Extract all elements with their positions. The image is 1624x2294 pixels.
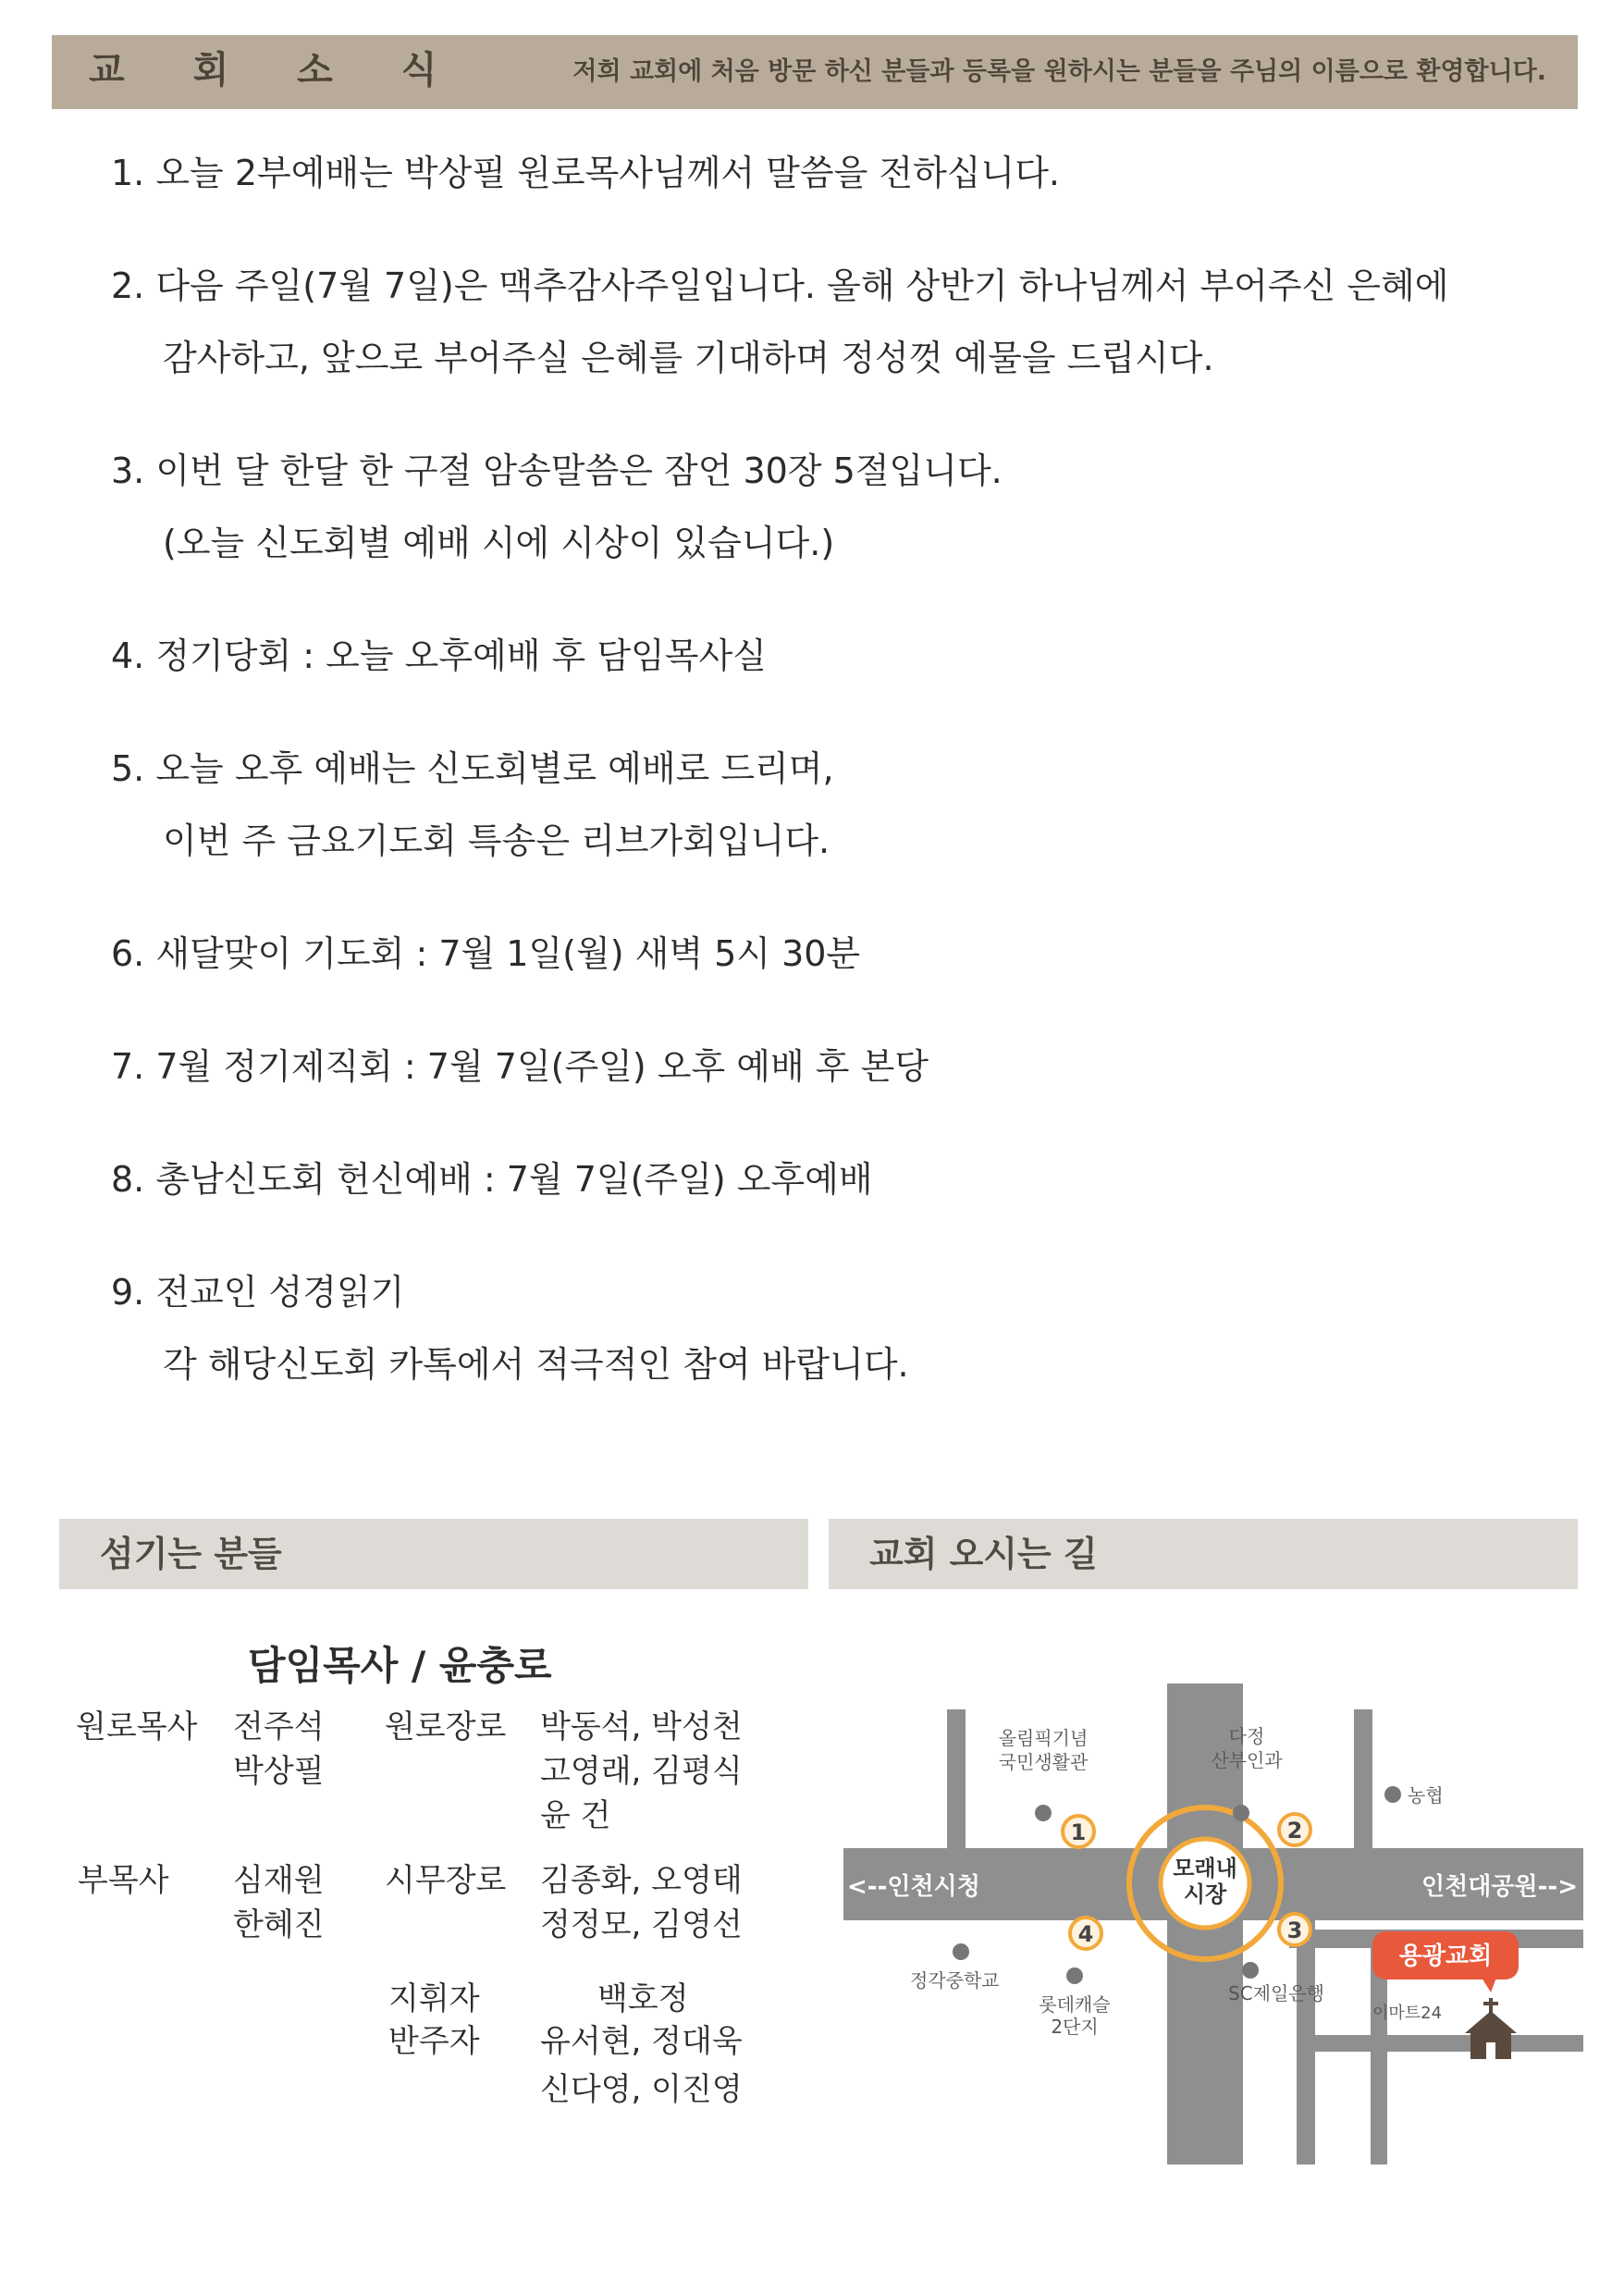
landmark-label: 다정 (1228, 1725, 1265, 1747)
exit-marker (1279, 1814, 1310, 1845)
notice-line: (오늘 신도회별 예배 시에 시상이 있습니다.) (163, 523, 835, 563)
road-label-east: 인천대공원--> (1421, 1873, 1578, 1901)
church-callout (1372, 1931, 1519, 1992)
exit-marker (1070, 1918, 1101, 1949)
side-road (1315, 2035, 1583, 2052)
notice-list (111, 137, 1480, 1441)
church-label: 용광교회 (1398, 1942, 1493, 1970)
notice-line: 1. 오늘 2부예배는 박상필 원로목사님께서 말씀을 전하십니다. (111, 153, 1060, 193)
role-label: 시무장로 (385, 1862, 507, 1899)
name-line: 신다영, 이진영 (540, 2071, 743, 2108)
notice-line: 3. 이번 달 한달 한 구절 암송말씀은 잠언 30장 5절입니다. (111, 450, 1003, 491)
notice-line: 2. 다음 주일(7월 7일)은 맥추감사주일입니다. 올해 상반기 하나님께서 부어주신 은혜에 (111, 265, 1449, 306)
landmark-label: 롯데캐슬 (1039, 1993, 1111, 2016)
landmark-dot (1384, 1786, 1401, 1803)
directions-section-title: 교회 오시는 길 (869, 1534, 1098, 1574)
role-label: 반주자 (388, 2023, 480, 2060)
notice-item (111, 137, 1480, 209)
notice-line: 6. 새달맞이 기도회 : 7월 1일(월) 새벽 5시 30분 (111, 933, 861, 974)
directions-map (843, 1684, 1583, 2164)
landmark-dot (1066, 1967, 1083, 1984)
station-label: 모래내 (1173, 1856, 1237, 1881)
notice-item (111, 620, 1480, 692)
notice-item (111, 1143, 1480, 1215)
name-line: 백호정 (597, 1980, 689, 2017)
notice-item (111, 1256, 1480, 1400)
notice-item (111, 918, 1480, 990)
church-icon (1465, 1998, 1517, 2059)
landmark-label: 농협 (1408, 1784, 1444, 1807)
head-pastor: 담임목사 / 윤충로 (248, 1643, 552, 1688)
landmark-label: 산부인과 (1211, 1749, 1283, 1771)
welcome-message: 저희 교회에 처음 방문 하신 분들과 등록을 원하시는 분들을 주님의 이름으로 환영합니다. (572, 57, 1546, 86)
section-title-church-news: 교 회 소 식 (89, 49, 465, 92)
name-line: 박상필 (233, 1753, 325, 1790)
name-line: 유서현, 정대욱 (540, 2023, 743, 2060)
name-line: 정정모, 김영선 (540, 1906, 743, 1943)
notice-item (111, 435, 1480, 579)
landmark-label: SC제일은행 (1228, 1982, 1324, 2004)
landmark-label: 정각중학교 (910, 1969, 1000, 1992)
notice-line: 8. 총남신도회 헌신예배 : 7월 7일(주일) 오후예배 (111, 1159, 873, 1200)
exit-number: 4 (1077, 1921, 1094, 1947)
name-line: 심재원 (233, 1862, 325, 1899)
role-label: 지휘자 (388, 1980, 480, 2017)
role-label: 부목사 (78, 1862, 169, 1899)
exit-number: 1 (1070, 1819, 1087, 1845)
role-label: 원로목사 (76, 1708, 198, 1745)
exit-number: 2 (1286, 1818, 1303, 1844)
side-road (1354, 1709, 1372, 1856)
exit-number: 3 (1286, 1918, 1303, 1943)
notice-line: 9. 전교인 성경읽기 (111, 1272, 405, 1313)
directions-section-header (829, 1519, 1578, 1589)
notice-item (111, 733, 1480, 877)
notice-line: 4. 정기당회 : 오늘 오후예배 후 담임목사실 (111, 635, 767, 676)
notice-item (111, 1030, 1480, 1103)
notice-line: 각 해당신도회 카톡에서 적극적인 참여 바랍니다. (163, 1344, 909, 1385)
landmark-dot (1233, 1805, 1249, 1821)
notice-item (111, 250, 1480, 394)
servants-section-header (59, 1519, 808, 1589)
landmark-label: 국민생활관 (998, 1751, 1089, 1773)
notice-line: 이번 주 금요기도회 특송은 리브가회입니다. (163, 820, 830, 861)
name-line: 전주석 (233, 1708, 325, 1745)
name-line: 박동석, 박성천 (540, 1708, 743, 1745)
role-label: 원로장로 (385, 1708, 507, 1745)
notice-line: 5. 오늘 오후 예배는 신도회별로 예배로 드리며, (111, 748, 834, 789)
landmark-dot (953, 1943, 969, 1960)
notice-line: 감사하고, 앞으로 부어주실 은혜를 기대하며 정성껏 예물을 드립시다. (163, 338, 1214, 378)
landmark-dot (1242, 1962, 1259, 1979)
landmark-label: 올림픽기념 (998, 1727, 1089, 1749)
station-label: 시장 (1183, 1881, 1227, 1907)
servants-section-title: 섬기는 분들 (100, 1534, 282, 1574)
road-label-west: <--인천시청 (847, 1873, 980, 1901)
side-road (1297, 1920, 1315, 2164)
landmark-label: 이마트24 (1372, 2004, 1443, 2023)
side-road (947, 1709, 966, 1856)
name-line: 윤 건 (540, 1797, 611, 1834)
notice-line: 7. 7월 정기제직회 : 7월 7일(주일) 오후 예배 후 본당 (111, 1046, 929, 1087)
name-line: 김종화, 오영태 (540, 1862, 743, 1899)
landmark-label: 2단지 (1051, 2016, 1099, 2038)
exit-marker (1279, 1914, 1310, 1945)
name-line: 고영래, 김평식 (540, 1753, 743, 1790)
landmark-dot (1035, 1805, 1052, 1821)
header-bar (52, 35, 1578, 109)
exit-marker (1063, 1816, 1094, 1847)
name-line: 한혜진 (233, 1906, 325, 1943)
